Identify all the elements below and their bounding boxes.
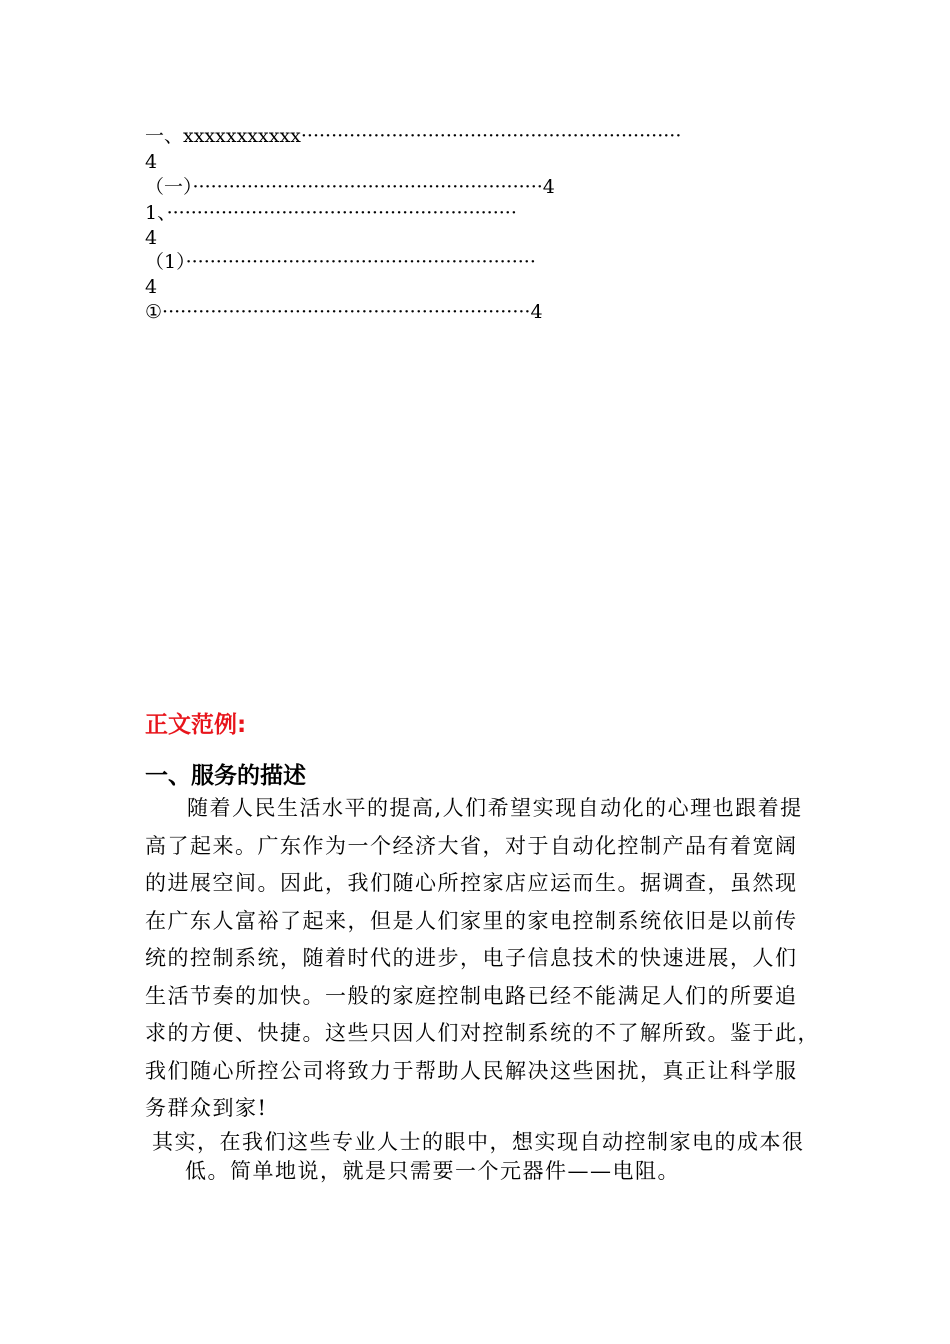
toc-entry-2[interactable]: （一）··························································4 bbox=[145, 176, 555, 198]
paragraph-1-line: 求的方便、快捷。这些只因人们对控制系统的不了解所致。鉴于此， bbox=[145, 1021, 820, 1045]
toc-entry-5[interactable]: ①·····························································4 bbox=[145, 301, 543, 323]
paragraph-1 bbox=[145, 790, 835, 1128]
toc-entry-3[interactable] bbox=[145, 201, 807, 225]
paragraph-1-line: 务群众到家! bbox=[145, 1096, 268, 1120]
toc-entry-4-page: 4 bbox=[145, 276, 158, 298]
section-title: 一、服务的描述 bbox=[145, 763, 306, 789]
toc-entry-4-text: （1）·························································· bbox=[145, 251, 536, 273]
toc-entry-3-text: 1、·························································· bbox=[145, 202, 517, 224]
paragraph-1-line: 在广东人富裕了起来，但是人们家里的家电控制系统依旧是以前传 bbox=[145, 908, 798, 933]
toc-entry-3-page: 4 bbox=[145, 227, 158, 249]
paragraph-1-line: 高了起来。广东作为一个经济大省，对于自动化控制产品有着宽阔 bbox=[145, 833, 798, 858]
example-label: 正文范例: bbox=[145, 712, 247, 738]
paragraph-2-line-2: 低。简单地说，就是只需要一个元器件——电阻。 bbox=[185, 1159, 680, 1183]
paragraph-1-line: 的进展空间。因此，我们随心所控家店应运而生。据调查，虽然现 bbox=[145, 871, 798, 895]
paragraph-1-line: 生活节奏的加快。一般的家庭控制电路已经不能满足人们的所要追 bbox=[145, 983, 798, 1008]
paragraph-1-line: 随着人民生活水平的提高,人们希望实现自动化的心理也跟着提 bbox=[187, 796, 803, 820]
toc-entry-1-text: 一、xxxxxxxxxxx······························································· bbox=[145, 125, 682, 147]
paragraph-1-line: 统的控制系统，随着时代的进步，电子信息技术的快速进展，人们 bbox=[145, 946, 798, 970]
toc-entry-4[interactable] bbox=[145, 250, 807, 274]
toc-entry-1[interactable] bbox=[145, 124, 807, 148]
paragraph-1-line: 我们随心所控公司将致力于帮助人民解决这些困扰，真正让科学服 bbox=[145, 1058, 798, 1083]
paragraph-2-line-1: 其实，在我们这些专业人士的眼中，想实现自动控制家电的成本很 bbox=[152, 1130, 805, 1154]
toc-entry-1-page: 4 bbox=[145, 151, 158, 173]
